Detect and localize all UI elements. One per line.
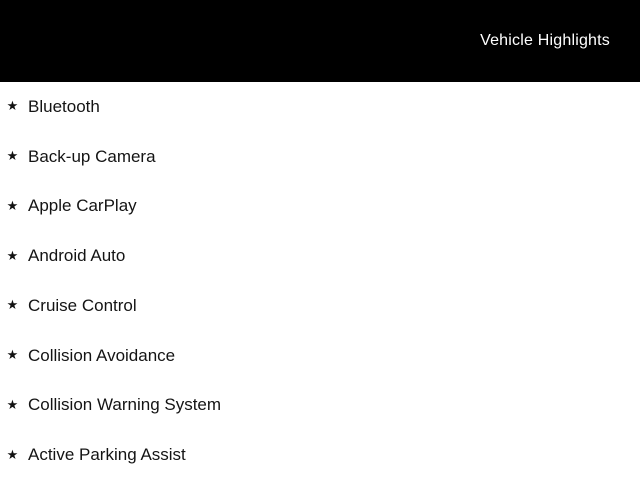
- star-icon: ★: [6, 446, 19, 462]
- list-item: [0, 231, 640, 281]
- highlight-label: Android Auto: [28, 246, 126, 266]
- star-icon: ★: [6, 197, 19, 213]
- highlight-label: Cruise Control: [28, 295, 137, 315]
- star-icon: ★: [6, 247, 19, 263]
- highlight-label: Apple CarPlay: [28, 196, 137, 216]
- vehicle-highlights-list: [0, 82, 640, 480]
- list-item: [0, 281, 640, 331]
- star-icon: ★: [6, 347, 19, 363]
- list-item: [0, 132, 640, 182]
- highlight-label: Collision Warning System: [28, 395, 222, 415]
- star-icon: ★: [6, 396, 19, 412]
- vehicle-highlights-header: [0, 0, 640, 82]
- star-icon: ★: [6, 148, 19, 164]
- highlight-label: Collision Avoidance: [28, 345, 176, 365]
- page-title: Vehicle Highlights: [480, 32, 610, 49]
- list-item: [0, 331, 640, 381]
- list-item: [0, 430, 640, 480]
- highlight-label: Back-up Camera: [28, 146, 156, 166]
- list-item: [0, 182, 640, 232]
- list-item: [0, 82, 640, 132]
- highlight-label: Bluetooth: [28, 96, 100, 116]
- list-item: [0, 381, 640, 431]
- highlight-label: Active Parking Assist: [28, 445, 186, 465]
- star-icon: ★: [6, 98, 19, 114]
- star-icon: ★: [6, 297, 19, 313]
